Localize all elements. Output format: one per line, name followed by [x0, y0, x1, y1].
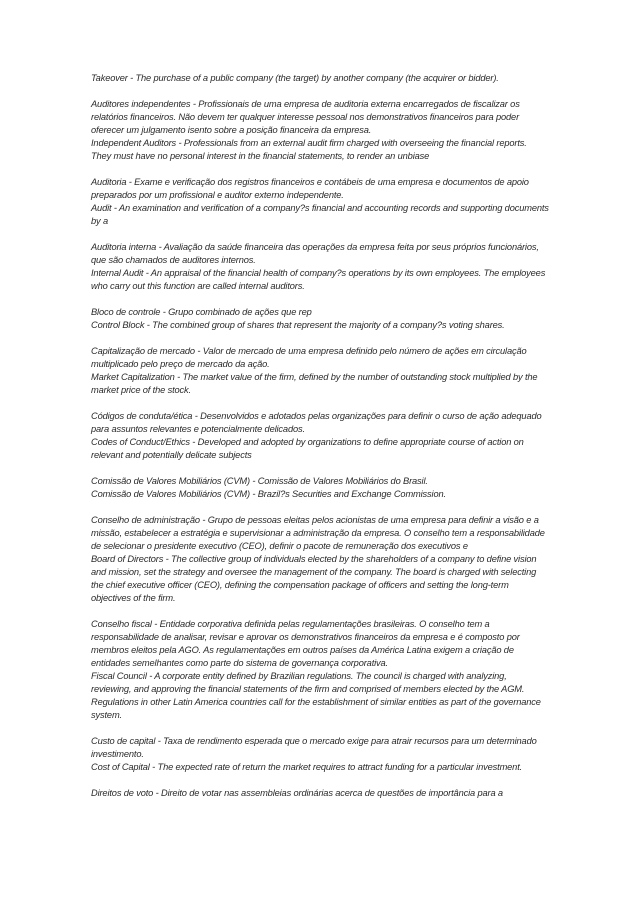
entry-text: Takeover - The purchase of a public company (the target) by another company (the acquirer or bidder). [91, 73, 499, 83]
entry-text-en: Comissão de Valores Mobiliários (CVM) - Brazil?s Securities and Exchange Commission. [91, 489, 446, 499]
entry-text-pt: Auditoria - Exame e verificação dos registros financeiros e contábeis de uma empresa e documentos de apoio preparados por um profissional e auditor externo independente. [91, 177, 529, 200]
glossary-entry-fiscal-council [91, 618, 549, 722]
glossary-entry-voting-rights [91, 787, 549, 800]
entry-text-en: Board of Directors - The collective group of individuals elected by the shareholders of a company to define vision and mission, set the strategy and oversee the management of the company. The board is charged with selecting the chief executive officer (CEO), defining the compensation package of officers and setting the long-term objectives of the firm. [91, 554, 537, 603]
entry-text-pt: Códigos de conduta/ética - Desenvolvidos e adotados pelas organizações para definir o curso de ação adequado para assuntos relevantes e potencialmente delicados. [91, 411, 542, 434]
glossary-entry-takeover [91, 72, 549, 85]
glossary-entry-codes-of-conduct [91, 410, 549, 462]
entry-text-pt: Comissão de Valores Mobiliários (CVM) - Comissão de Valores Mobiliários do Brasil. [91, 476, 428, 486]
entry-text-en: Audit - An examination and verification of a company?s financial and accounting records and supporting documents by a [91, 203, 549, 226]
entry-text-pt: Direitos de voto - Direito de votar nas assembleias ordinárias acerca de questões de importância para a [91, 788, 503, 798]
glossary-entry-internal-audit [91, 241, 549, 293]
glossary-entry-cost-of-capital [91, 735, 549, 774]
entry-text-pt: Conselho de administração - Grupo de pessoas eleitas pelos acionistas de uma empresa para definir a visão e a missão, estabelecer a estratégia e supervisionar a administração da empresa. O conselho tem a responsabilidade de selecionar o presidente executivo (CEO), definir o pacote de remuneração dos executivos e [91, 515, 545, 551]
entry-text-en: Cost of Capital - The expected rate of return the market requires to attract funding for a particular investment. [91, 762, 523, 772]
entry-text-en: Internal Audit - An appraisal of the financial health of company?s operations by its own employees. The employees who carry out this function are called internal auditors. [91, 268, 546, 291]
entry-text-pt: Auditores independentes - Profissionais de uma empresa de auditoria externa encarregados de fiscalizar os relatórios financeiros. Não devem ter qualquer interesse pessoal nos demonstrativos financeiros para poder oferecer um julgamento isento sobre a posição financeira da empresa. [91, 99, 520, 135]
entry-text-pt: Bloco de controle - Grupo combinado de ações que rep [91, 307, 312, 317]
entry-text-pt: Conselho fiscal - Entidade corporativa definida pelas regulamentações brasileiras. O conselho tem a responsabilidade de analisar, revisar e aprovar os demonstrativos financeiros da empresa e é composto por membros eleitos pela AGO. As regulamentações em outros países da América Latina exigem a criação de entidades semelhantes como parte do sistema de governança corporativa. [91, 619, 520, 668]
glossary-entry-cvm [91, 475, 549, 501]
glossary-entry-board-of-directors [91, 514, 549, 605]
entry-text-pt: Capitalização de mercado - Valor de mercado de uma empresa definido pelo número de ações em circulação multiplicado pelo preço de mercado da ação. [91, 346, 527, 369]
entry-text-en: Codes of Conduct/Ethics - Developed and adopted by organizations to define appropriate course of action on relevant and potentially delicate subjects [91, 437, 524, 460]
glossary-entry-control-block [91, 306, 549, 332]
entry-text-en: Market Capitalization - The market value of the firm, defined by the number of outstanding stock multiplied by the market price of the stock. [91, 372, 538, 395]
entry-text-en: Fiscal Council - A corporate entity defined by Brazilian regulations. The council is charged with analyzing, reviewing, and approving the financial statements of the firm and comprised of members elected by the AGM. Regulations in other Latin America countries call for the establishment of similar entities as part of the governance system. [91, 671, 541, 720]
glossary-entry-independent-auditors [91, 98, 549, 163]
glossary-entry-market-capitalization [91, 345, 549, 397]
document-page [91, 72, 549, 813]
entry-text-en: Independent Auditors - Professionals from an external audit firm charged with overseeing the financial reports. They must have no personal interest in the financial statements, to render an unbiase [91, 138, 527, 161]
entry-text-pt: Auditoria interna - Avaliação da saúde financeira das operações da empresa feita por seus próprios funcionários, que são chamados de auditores internos. [91, 242, 539, 265]
entry-text-pt: Custo de capital - Taxa de rendimento esperada que o mercado exige para atrair recursos para um determinado investimento. [91, 736, 537, 759]
glossary-entry-audit [91, 176, 549, 228]
entry-text-en: Control Block - The combined group of shares that represent the majority of a company?s voting shares. [91, 320, 505, 330]
